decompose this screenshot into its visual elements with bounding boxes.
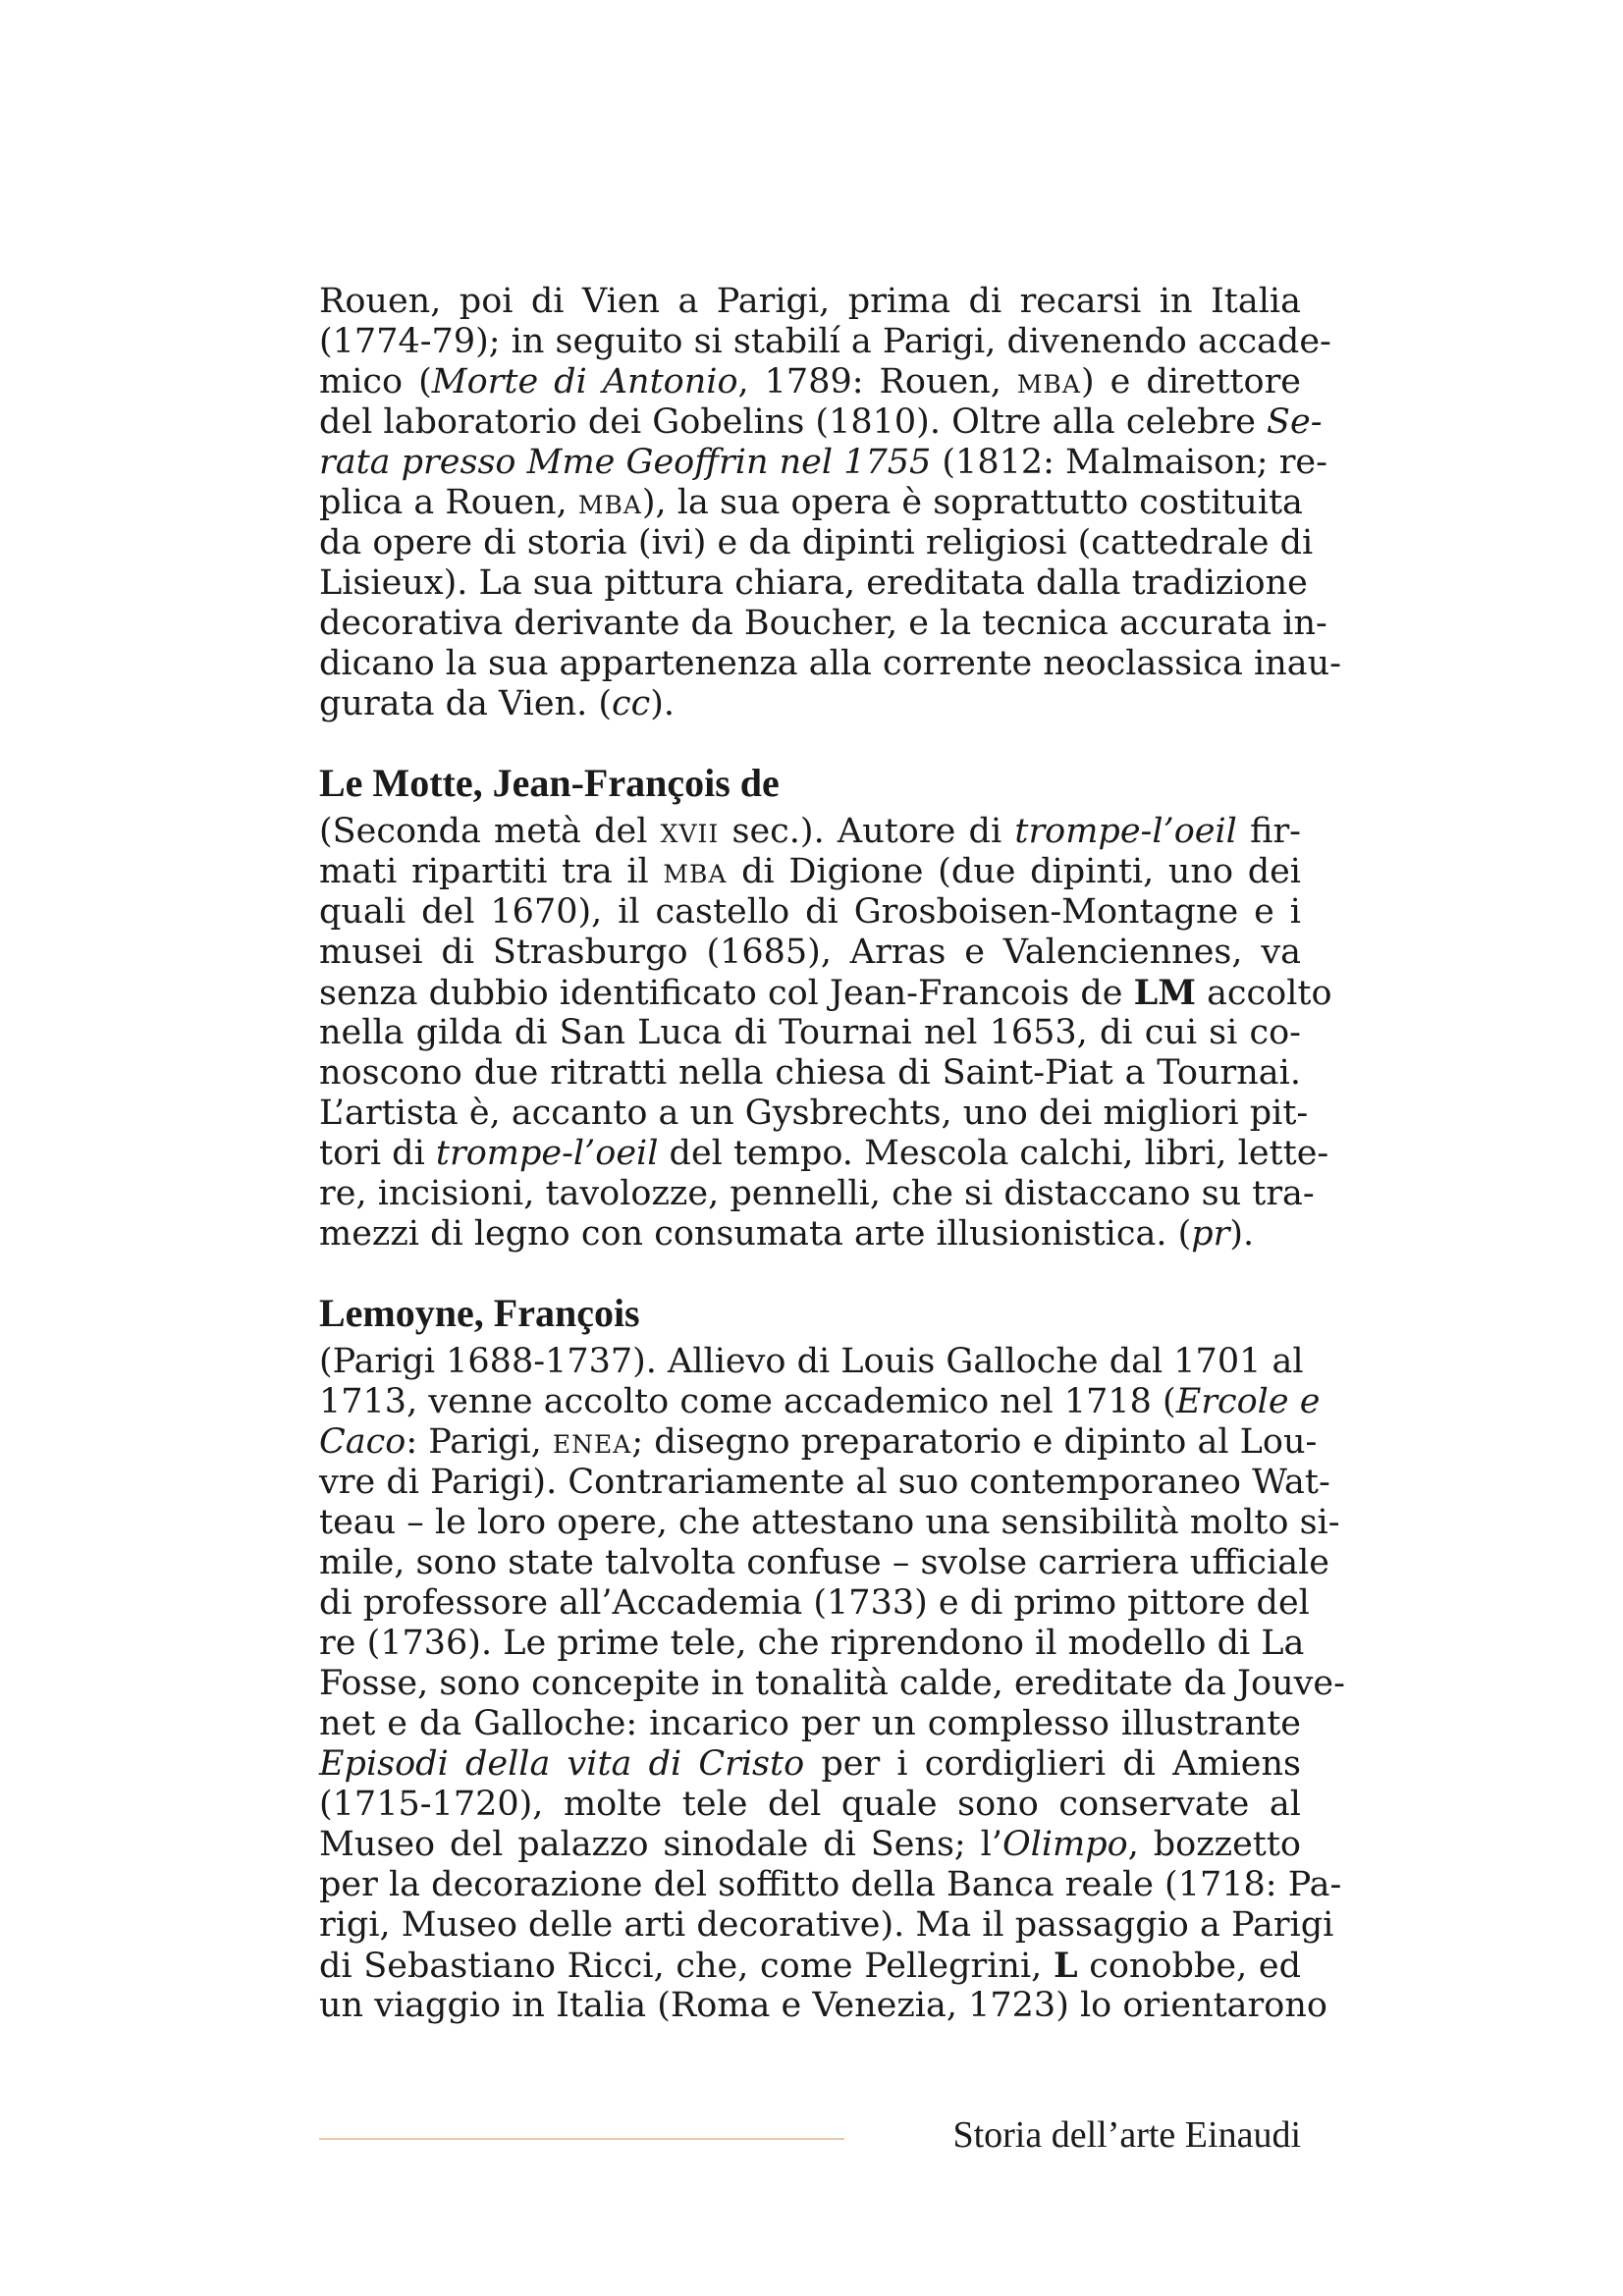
entry-title: Lemoyne, François <box>319 1291 640 1335</box>
text-line: di professore all’Accademia (1733) e di primo pittore del <box>319 1583 1310 1623</box>
text-line: gurata da Vien. (cc). <box>319 684 676 723</box>
text-line: quali del 1670), il castello di Grosboisen-Montagne e i <box>319 892 1301 932</box>
entry-body <box>319 1342 1345 2026</box>
page-footer <box>319 2112 1301 2162</box>
text-line: vre di Parigi). Contrariamente al suo contemporaneo Wat- <box>319 1463 1330 1502</box>
text-line: tori di trompe-l’oeil del tempo. Mescola calchi, libri, lette- <box>319 1134 1329 1173</box>
text-line: un viaggio in Italia (Roma e Venezia, 1723) lo orientarono <box>319 1986 1327 2025</box>
text-line: plica a Rouen, mba), la sua opera è soprattutto costituita <box>319 483 1303 522</box>
text-line: Lisieux). La sua pittura chiara, ereditata dalla tradizione <box>319 563 1308 603</box>
entry-title: Le Motte, Jean-François de <box>319 761 780 805</box>
text-line: (Seconda metà del xvii sec.). Autore di trompe-l’oeil fir- <box>319 812 1302 851</box>
text-line: Episodi della vita di Cristo per i cordiglieri di Amiens <box>319 1744 1301 1784</box>
text-line: re (1736). Le prime tele, che riprendono il modello di La <box>319 1624 1305 1663</box>
entry-body <box>319 812 1332 1255</box>
text-line: (Parigi 1688-1737). Allievo di Louis Galloche dal 1701 al <box>319 1342 1304 1381</box>
text-line: noscono due ritratti nella chiesa di Saint-Piat a Tournai. <box>319 1053 1301 1093</box>
text-line: Fosse, sono concepite in tonalità calde, ereditate da Jouve- <box>319 1664 1345 1703</box>
text-line: L’artista è, accanto a un Gysbrechts, uno dei migliori pit- <box>319 1094 1309 1133</box>
text-line: musei di Strasburgo (1685), Arras e Valenciennes, va <box>319 933 1301 972</box>
text-line: net e da Galloche: incarico per un complesso illustrante <box>319 1704 1301 1743</box>
text-line: Museo del palazzo sinodale di Sens; l’Olimpo, bozzetto <box>319 1825 1301 1864</box>
text-line: re, incisioni, tavolozze, pennelli, che si distaccano su tra- <box>319 1174 1315 1213</box>
text-line: 1713, venne accolto come accademico nel 1718 (Ercole e <box>319 1382 1321 1421</box>
text-line: di Sebastiano Ricci, che, come Pellegrini, L conobbe, ed <box>319 1946 1301 1986</box>
text-line: Caco: Parigi, enea; disegno preparatorio e dipinto al Lou- <box>319 1422 1318 1462</box>
text-line: per la decorazione del soffitto della Banca reale (1718: Pa- <box>319 1865 1342 1904</box>
text-line: mati ripartiti tra il mba di Digione (due dipinti, uno dei <box>319 852 1302 891</box>
entry-continuation <box>319 282 1341 724</box>
text-line: senza dubbio identificato col Jean-Francois de LM accolto <box>319 973 1332 1013</box>
text-line: (1715-1720), molte tele del quale sono conservate al <box>319 1785 1301 1824</box>
text-line: mile, sono state talvolta confuse – svolse carriera ufficiale <box>319 1543 1329 1582</box>
text-line: (1774-79); in seguito si stabilí a Parigi, divenendo accade- <box>319 322 1331 361</box>
text-line: rata presso Mme Geoffrin nel 1755 (1812: Malmaison; re- <box>319 443 1327 482</box>
text-line: Rouen, poi di Vien a Parigi, prima di recarsi in Italia <box>319 282 1301 321</box>
entry-le-motte <box>319 761 1332 1255</box>
entry-body <box>319 282 1341 724</box>
text-line: mico (Morte di Antonio, 1789: Rouen, mba) e direttore <box>319 362 1302 401</box>
text-line: teau – le loro opere, che attestano una sensibilità molto si- <box>319 1503 1340 1542</box>
entry-lemoyne <box>319 1291 1345 2026</box>
text-line: decorativa derivante da Boucher, e la tecnica accurata in- <box>319 604 1327 643</box>
text-line: del laboratorio dei Gobelins (1810). Oltre alla celebre Se- <box>319 402 1323 442</box>
text-line: rigi, Museo delle arti decorative). Ma il passaggio a Parigi <box>319 1905 1334 1945</box>
text-line: nella gilda di San Luca di Tournai nel 1653, di cui si co- <box>319 1013 1301 1052</box>
footer-publisher: Storia dell’arte Einaudi <box>952 2114 1301 2156</box>
text-line: da opere di storia (ivi) e da dipinti religiosi (cattedrale di <box>319 523 1314 562</box>
footer-rule <box>319 2138 844 2140</box>
text-line: dicano la sua appartenenza alla corrente neoclassica inau- <box>319 644 1341 683</box>
text-line: mezzi di legno con consumata arte illusionistica. (pr). <box>319 1214 1255 1254</box>
